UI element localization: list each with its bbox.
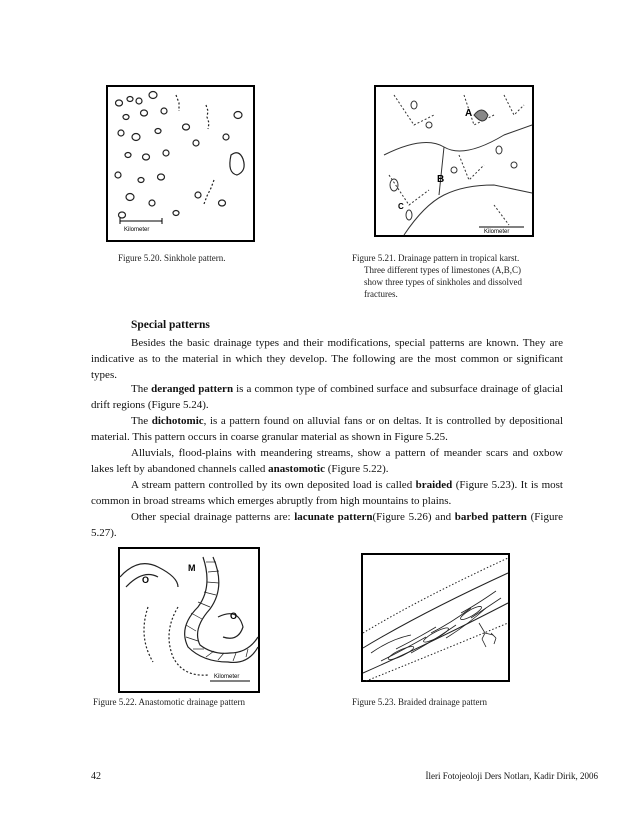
text-segment: Other special drainage patterns are: xyxy=(131,511,295,523)
braided-drawing xyxy=(361,553,510,682)
caption-line: fractures. xyxy=(364,289,398,299)
label-b: B xyxy=(437,174,445,185)
paragraph-dichotomic xyxy=(91,413,563,445)
text-segment: (Figure 5.22). xyxy=(324,463,389,475)
footer-source: İleri Fotojeoloji Ders Notları, Kadir Dirik, 2006 xyxy=(425,771,598,781)
caption-line: Figure 5.21. Drainage pattern in tropical karst. xyxy=(352,253,520,263)
figure-5-21-caption xyxy=(352,252,522,300)
text-segment: (Figure 5.26) and xyxy=(372,511,455,523)
term-deranged-pattern: deranged pattern xyxy=(151,383,234,395)
section-heading: Special patterns xyxy=(131,319,210,331)
figure-5-23-braided xyxy=(361,553,510,682)
figure-5-22-caption: Figure 5.22. Anastomotic drainage pattern xyxy=(93,697,245,707)
label-m: M xyxy=(188,563,196,573)
figure-5-21-tropical-karst xyxy=(374,85,534,237)
scale-label: Kilometer xyxy=(214,674,240,680)
text-segment: Besides the basic drainage types and their modifications, special patterns are known. They are indicative as to the material in which they develop. The following are the most common or significant types. xyxy=(91,337,563,381)
text-segment: , is a pattern found on alluvial fans or on deltas. It is controlled by depositional material. This pattern occurs in coarse granular material as shown in Figure 5.25. xyxy=(91,415,563,443)
scale-label: Kilometer xyxy=(484,229,510,235)
text-segment: (Figure 5.27). xyxy=(91,511,564,539)
term-braided: braided xyxy=(415,479,453,491)
label-o-left: O xyxy=(142,575,150,585)
label-o-right: O xyxy=(230,611,238,621)
anastomotic-drawing xyxy=(118,547,260,693)
label-a: A xyxy=(465,108,473,119)
figure-5-23-caption: Figure 5.23. Braided drainage pattern xyxy=(352,697,487,707)
paragraph-anastomotic xyxy=(91,445,563,477)
paragraph-intro xyxy=(91,335,563,383)
text-segment: The xyxy=(131,415,152,427)
sinkhole-pattern-drawing xyxy=(106,85,255,242)
caption-line: Three different types of limestones (A,B,C) xyxy=(364,265,522,275)
term-lacunate-pattern: lacunate pattern xyxy=(294,511,373,523)
tropical-karst-drawing xyxy=(374,85,534,237)
term-anastomotic: anastomotic xyxy=(268,463,325,475)
figure-5-22-anastomotic xyxy=(118,547,260,693)
caption-line: show three types of sinkholes and dissolved xyxy=(364,277,522,287)
text-segment: is a common type of combined surface and subsurface drainage of glacial drift regions (Figure 5.24). xyxy=(91,383,563,411)
label-c: C xyxy=(398,202,404,211)
text-segment: The xyxy=(131,383,152,395)
text-segment: Alluvials, flood-plains with meandering streams, show a pattern of meander scars and oxbow lakes left by abandoned channels called xyxy=(91,447,563,475)
page-number: 42 xyxy=(91,771,101,782)
paragraph-braided xyxy=(91,477,563,509)
figure-5-20-caption: Figure 5.20. Sinkhole pattern. xyxy=(118,253,226,263)
text-segment: (Figure 5.23). It is most common in broad streams which emerges abruptly from high mountains to plains. xyxy=(91,479,563,507)
term-dichotomic: dichotomic xyxy=(151,415,204,427)
scale-label: Kilometer xyxy=(124,227,150,233)
paragraph-other-patterns xyxy=(91,509,563,541)
text-segment: A stream pattern controlled by its own deposited load is called xyxy=(131,479,416,491)
paragraph-deranged xyxy=(91,381,563,413)
figure-5-20-sinkhole-pattern xyxy=(106,85,255,242)
term-barbed-pattern: barbed pattern xyxy=(454,511,527,523)
